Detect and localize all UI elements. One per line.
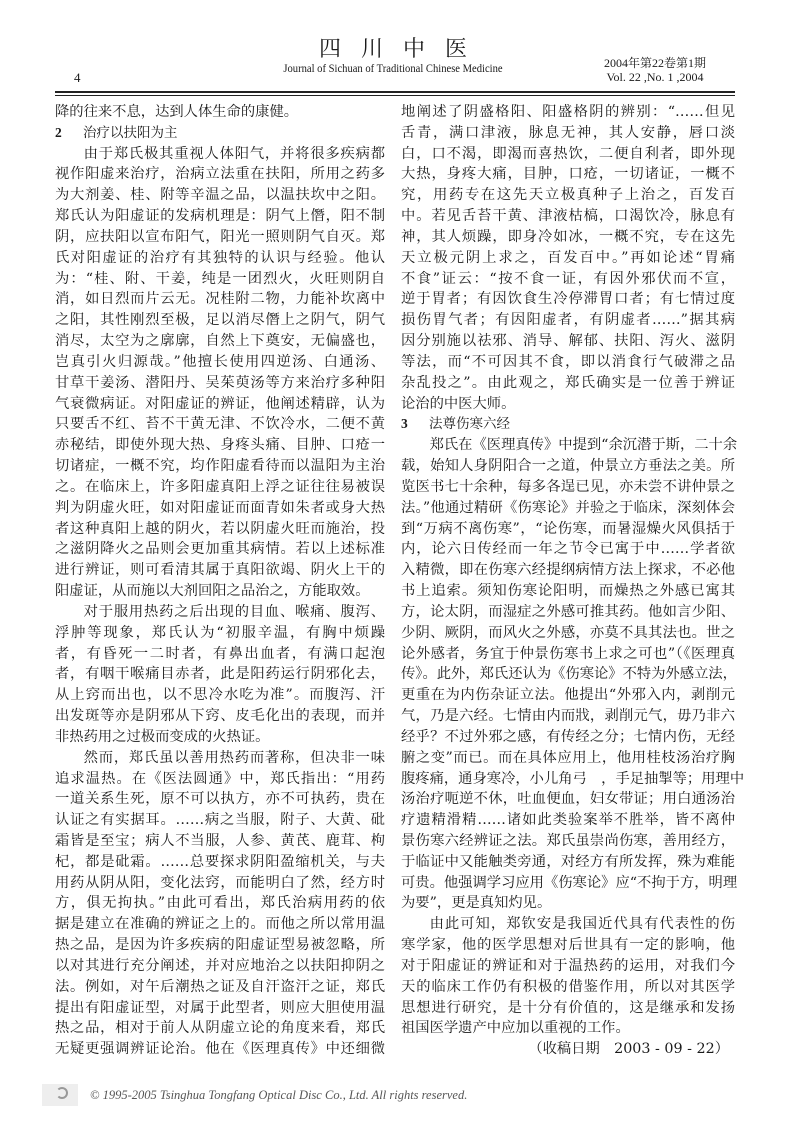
text-line: 郑氏认为阳虚证的发病机理是：阴气上僭，阳不制 (55, 208, 385, 225)
text-line: 览医书七十余种，每多各逞已见，亦未尝不讲仲景之 (401, 478, 735, 495)
text-line: 由于郑氏极其重视人体阳气，并将很多疾病都 (83, 145, 385, 162)
text-line: 然而，郑氏虽以善用热药而著称，但决非一味 (83, 749, 385, 766)
text-line: 判为阴虚火旺，如对阳虚证而面青如朱者或身大热 (55, 499, 385, 516)
journal-title-cn: 四川中医 (318, 37, 487, 62)
text-line: 中。若见舌苔干黄、津液枯槁，口渴饮冷，脉息有 (401, 208, 735, 225)
text-line: 杞，都是砒霜。……总要探求阴阳盈缩机关，与夫 (55, 853, 385, 870)
text-line: 提出有阳虚证型，对属于此型者，则应大胆使用温 (55, 999, 385, 1016)
text-line: 赤秘结，即使外现大热、身疼头痛、目肿、口疮一 (55, 437, 385, 454)
text-line: 损伤胃气者；有因阳虚者，有阴虚者……”据其病 (401, 312, 735, 329)
text-line: 论治的中医大师。 (401, 395, 516, 412)
journal-title-en: Journal of Sichuan of Traditional Chinese Medicine (283, 63, 503, 75)
text-line: 阳虚证，从而施以大剂回阳之品治之，方能取效。 (55, 583, 370, 600)
text-line: 景伤寒六经辨证之法。郑氏虽崇尚伤寒，善用经方， (401, 832, 735, 849)
text-line: 传》。此外，郑氏还认为《伤寒论》不特为外感立法， (401, 666, 737, 683)
text-line: 神，其人烦躁，即身冷如冰，一概不究，专在这先 (401, 228, 735, 245)
text-line: 一道关系生死，原不可以执方，亦不可执药，贵在 (55, 791, 385, 808)
text-line: 据是建立在准确的辨证之上的。而他之所以常用温 (55, 916, 385, 933)
text-line: 寒学家，他的医学思想对后世具有一定的影响，他 (401, 937, 735, 954)
text-line: 腑之变”而已。而在具体应用上，他用桂枝汤治疗胸 (401, 749, 735, 766)
copyright-text: © 1995-2005 Tsinghua Tongfang Optical Disc Co., Ltd. All rights reserved. (90, 1087, 468, 1102)
text-line: 者这种真阳上越的阴火，若以阴虚火旺而施治，投 (55, 520, 385, 537)
section-title: 治疗以扶阳为主 (83, 124, 178, 141)
text-line: 因分别施以祛邪、消导、解郁、扶阳、泻火、滋阴 (401, 333, 735, 350)
text-line: 为大剂姜、桂、附等辛温之品，以温扶坎中之阳。 (55, 187, 385, 204)
header-rule-thin (55, 95, 735, 96)
right-column (401, 102, 745, 1060)
text-line: 载，始知人身阴阳合一之道，仲景立方垂法之美。所 (401, 458, 735, 475)
text-line: 入精微，即在伤寒六经提纲病情方法上探求，不必他 (401, 562, 735, 579)
text-line: 等法，而“不可因其不食，即以消食行气破滞之品 (401, 353, 735, 370)
text-line: 思想进行研究，是十分有价值的，这是继承和发扬 (401, 999, 735, 1016)
text-line: 热之品，相对于前人从阴虚立论的角度来看，郑氏 (55, 1020, 385, 1037)
text-line: 法。”他通过精研《伤寒论》并验之于临床，深刻体会 (401, 499, 735, 516)
text-line: 杂乱投之”。由此观之，郑氏确实是一位善于辨证 (401, 374, 735, 391)
text-line: 以对其进行充分阐述，并对应地治之以扶阳抑阴之 (55, 957, 385, 974)
text-line: 者，有昏死一二时者，有鼻出血者，有满口起泡 (55, 645, 385, 662)
text-line: 霜皆是至宝；病人不当服，人参、黄芪、鹿茸、枸 (55, 832, 385, 849)
text-line: 由此可知，郑钦安是我国近代具有代表性的伤 (429, 916, 735, 933)
text-line: 究，用药专在这先天立极真种子上治之，百发百 (401, 187, 735, 204)
text-line: 之滋阴降火之品则会更加重其病情。若以上述标准 (55, 541, 385, 558)
text-line: 可贵。他强调学习应用《伤寒论》应“不拘于方，明理 (401, 874, 738, 891)
text-line: 更重在为内伤杂证立法。他提出“外邪入内，剥削元 (401, 687, 735, 704)
text-line: 对于阳虚证的辨证和对于温热药的运用，对我们今 (401, 957, 735, 974)
text-line: 消尽，太空为之廓廓，自然上下奠安，无偏盛也， (55, 333, 385, 350)
footer (42, 1083, 467, 1107)
text-line: 天的临床工作仍有积极的借鉴作用，所以对其医学 (401, 978, 735, 995)
text-line: 天立极元阴上求之，百发百中。”再如论述“胃痛 (401, 249, 735, 266)
text-line: 汤治疗呃逆不休，吐血便血，妇女带证；用白通汤治 (401, 791, 735, 808)
received-date: （收稿日期 2003 - 09 - 22） (528, 1041, 729, 1058)
issue-cn: 2004年第22卷第1期 (603, 56, 706, 70)
text-line: 追求温热。在《医法圆通》中，郑氏指出：“用药 (55, 770, 385, 787)
text-line: 之。在临床上，许多阳虚真阳上浮之证往往易被误 (55, 478, 385, 495)
text-line: 用药从阴从阳，变化法窍，而能明白了然，经方时 (55, 874, 385, 891)
text-line: 出发斑等亦是阴邪从下窍、皮毛化出的表现，而并 (55, 708, 385, 725)
text-line: 只要舌不红、苔不干黄无津、不饮冷水，二便不黄 (55, 416, 385, 433)
text-line: 经乎？不过外邪之感，有传经之分；七情内伤，无经 (401, 728, 735, 745)
section-heading (55, 123, 385, 144)
text-line: 对于服用热药之后出现的目血、喉痛、腹泻、 (83, 603, 385, 620)
text-line: 腹疼痛，通身寒冷，小儿角弓 ，手足抽掣等；用理中 (401, 770, 745, 787)
section-title: 法尊伤寒六经 (429, 416, 510, 433)
issue-info (570, 56, 740, 84)
left-column (55, 102, 385, 1060)
text-line: 降的往来不息，达到人体生命的康健。 (55, 104, 299, 120)
text-line: 祖国医学遗产中应加以重视的工作。 (401, 1020, 630, 1037)
header-rule (55, 91, 735, 93)
text-line: 不食”证云：“按不食一证，有因外邪伏而不宣， (401, 270, 735, 287)
text-line: 从上窍而出也，以不思冷水吃为准”。而腹泻、汗 (55, 687, 385, 704)
text-line: 气衰微病证。对阳虚证的辨证，他阐述精辟，认为 (55, 395, 385, 412)
text-line: 疗遗精滑精……诸如此类验案举不胜举，皆不离仲 (401, 812, 735, 829)
text-line: 甘草干姜汤、潜阳丹、吴茱萸汤等方来治疗多种阳 (55, 374, 385, 391)
text-line: 论外感者，务宜于仲景伤寒书上求之可也”（《医理真 (401, 645, 735, 662)
publisher-logo-icon (42, 1084, 78, 1106)
text-line: 为要”，更是真知灼见。 (401, 895, 552, 912)
text-line: 无疑更强调辨证论治。他在《医理真传》中还细微 (55, 1041, 385, 1058)
text-line: 方，俱无拘执。”由此可看出，郑氏治病用药的依 (55, 895, 385, 912)
text-line: 热之品，是因为许多疾病的阳虚证型易被忽略，所 (55, 937, 385, 954)
text-line: 逆于胃者；有因饮食生冷停滞胃口者；有七情过度 (401, 291, 735, 308)
text-line: 郑氏在《医理真传》中提到“余沉潜于斯，二十余 (429, 437, 738, 454)
text-line: 岂真引火归源哉。”他擅长使用四逆汤、白通汤、 (55, 353, 385, 370)
issue-en: Vol. 22 ,No. 1 ,2004 (606, 70, 704, 84)
text-line: 浮肿等现象，郑氏认为“初服辛温，有胸中烦躁 (55, 624, 385, 641)
text-line: 之阳，其性刚烈至极，足以消尽僭上之阴气，阴气 (55, 312, 385, 329)
text-line: 舌青，满口津液，脉息无神，其人安静，唇口淡 (401, 124, 735, 141)
text-line: 消，如日烈而片云无。况桂附二物，力能补坎离中 (55, 291, 385, 308)
text-line: 者，有咽干喉痛目赤者，此是阳药运行阴邪化去， (55, 666, 385, 683)
text-line: 内，论六日传经而一年之节令已寓于中……学者欲 (401, 541, 735, 558)
text-line: 氏对阳虚证的治疗有其独特的认识与经验。他认 (55, 249, 385, 266)
text-line: 方，论太阴，而湿症之外感可推其药。他如言少阳、 (401, 603, 735, 620)
text-line: 大热，身疼大痛，目肿，口疮，一切诸证，一概不 (401, 166, 735, 183)
text-line: 气，乃是六经。七情由内而戕，剥削元气，毋乃非六 (401, 708, 735, 725)
text-line: 地阐述了阴盛格阳、阳盛格阴的辨别：“……但见 (401, 104, 735, 120)
text-line: 认证之有实据耳。……病之当服，附子、大黄、砒 (55, 812, 385, 829)
text-line: 为：“桂、附、干姜，纯是一团烈火，火旺则阴自 (55, 270, 385, 287)
text-line: 法。例如，对午后潮热之证及自汗盗汗之证，郑氏 (55, 978, 385, 995)
text-line: 书上追索。须知伤寒论阳明，而燥热之外感已寓其 (401, 583, 735, 600)
section-heading (401, 414, 735, 435)
section-number: 2 (55, 124, 62, 140)
text-line: 少阴、厥阴，而风火之外感，亦莫不具其法也。世之 (401, 624, 735, 641)
text-line: 非热药用之过极而变成的火热证。 (55, 728, 270, 745)
text-line: 于临证中又能触类旁通，对经方有所发挥，殊为难能 (401, 853, 735, 870)
page-number: 4 (74, 70, 81, 85)
text-line: 白，口不渴，即渴而喜热饮，二便自利者，即外现 (401, 145, 735, 162)
text-line: 进行辨证，则可看清其属于真阳欲竭、阴火上干的 (55, 562, 385, 579)
text-line: 切诸症，一概不究，均作阳虚看待而以温阳为主治 (55, 458, 385, 475)
text-line: 阴，应扶阳以宣布阳气，阳光一照则阴气自灭。郑 (55, 228, 385, 245)
text-line: 视作阳虚来治疗，治病立法重在扶阳，所用之药多 (55, 166, 385, 183)
text-line: 到“万病不离伤寒”，“论伤寒，而暑湿燥火风俱括于 (401, 520, 735, 537)
section-number: 3 (401, 416, 408, 432)
